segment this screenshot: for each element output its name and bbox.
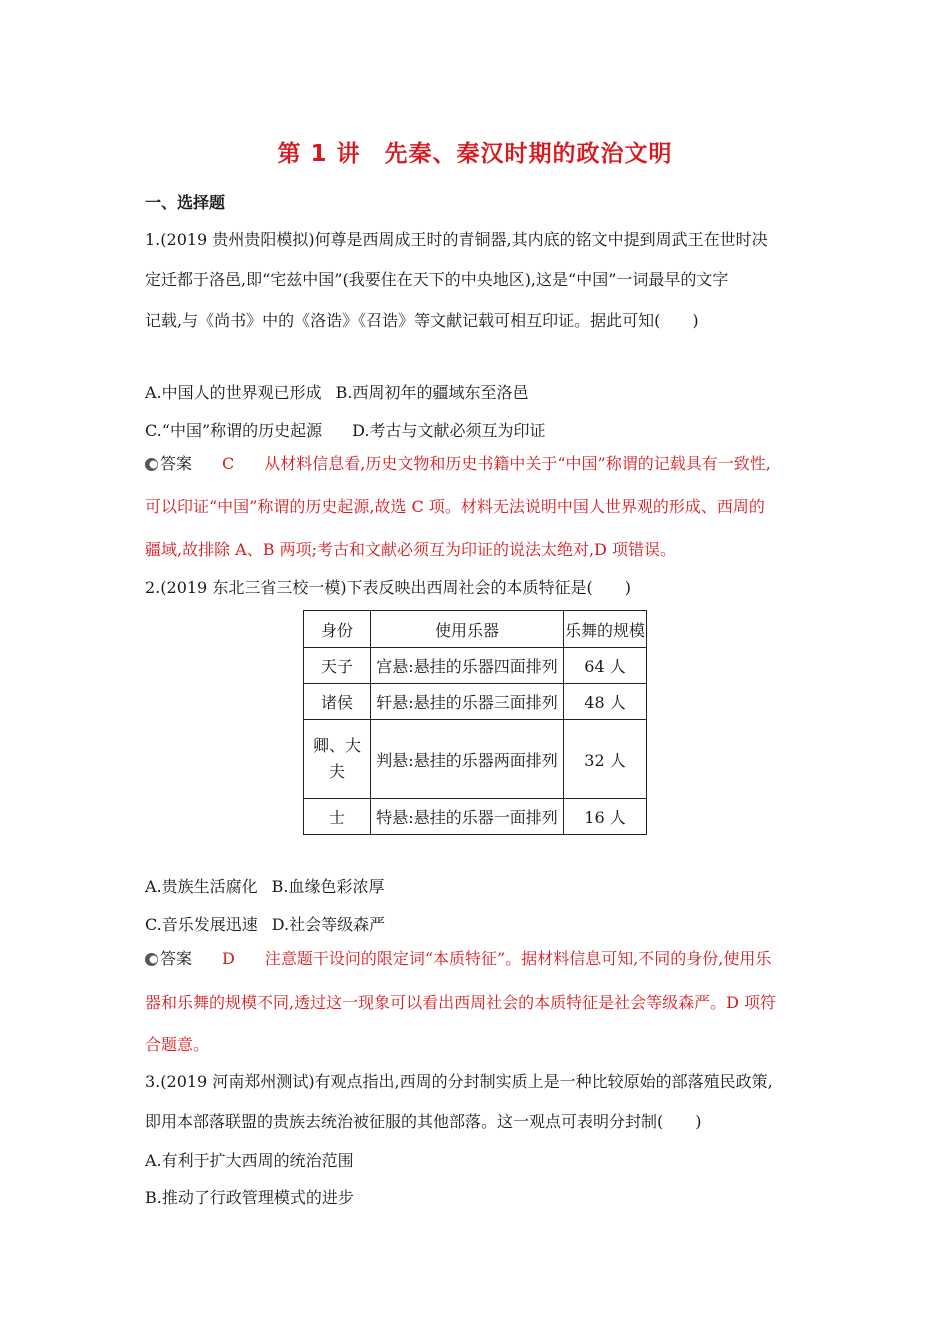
- q1-option-a[interactable]: A.中国人的世界观已形成: [145, 383, 322, 402]
- answer-text: 从材料信息看,历史文物和历史书籍中关于“中国”称谓的记载具有一致性,: [264, 454, 771, 473]
- section-heading: 一、选择题: [145, 193, 226, 212]
- answer-text: 注意题干设问的限定词“本质特征”。据材料信息可知,不同的身份,使用乐: [264, 949, 772, 968]
- table-cell: 64 人: [564, 648, 647, 684]
- table-row: [304, 684, 647, 720]
- cell-line: 卿、大: [312, 736, 361, 755]
- table-cell: 诸侯: [304, 684, 371, 720]
- q1-options-row-2: [145, 420, 810, 442]
- table-row: [304, 648, 647, 684]
- music-rank-table: [303, 610, 647, 835]
- q3-option-a[interactable]: A.有利于扩大西周的统治范围: [145, 1151, 354, 1170]
- table-cell: 天子: [304, 648, 371, 684]
- table-cell: 判悬:悬挂的乐器两面排列: [371, 720, 564, 799]
- q1-options-row-1: [145, 382, 810, 404]
- q3-option-b[interactable]: B.推动了行政管理模式的进步: [145, 1188, 354, 1207]
- q2-answer: [145, 948, 810, 970]
- table-cell: 宫悬:悬挂的乐器四面排列: [371, 648, 564, 684]
- answer-bullet-icon: [145, 953, 158, 966]
- q2-stem: 2.(2019 东北三省三校一模)下表反映出西周社会的本质特征是( ): [145, 578, 632, 597]
- q3-stem-line: 3.(2019 河南郑州测试)有观点指出,西周的分封制实质上是一种比较原始的部落殖民政策,: [145, 1072, 773, 1091]
- q2-option-c[interactable]: C.音乐发展迅速: [145, 915, 258, 934]
- cell-line: 夫: [328, 762, 345, 781]
- answer-key: C: [222, 454, 235, 473]
- q2-answer-line: 器和乐舞的规模不同,透过这一现象可以看出西周社会的本质特征是社会等级森严。D 项符: [145, 993, 777, 1012]
- table-header: 乐舞的规模: [564, 611, 647, 648]
- answer-key: D: [222, 949, 235, 968]
- answer-label: 答案: [160, 454, 193, 473]
- q1-stem-line: 记载,与《尚书》中的《洛诰》《召诰》等文献记载可相互印证。据此可知( ): [145, 311, 699, 330]
- q1-answer: [145, 453, 810, 475]
- q2-answer-line: 合题意。: [145, 1035, 210, 1054]
- q1-option-c[interactable]: C.“中国”称谓的历史起源: [145, 421, 323, 440]
- table-header-row: [304, 611, 647, 648]
- q2-option-a[interactable]: A.贵族生活腐化: [145, 877, 258, 896]
- table-cell: 32 人: [564, 720, 647, 799]
- table-cell: 48 人: [564, 684, 647, 720]
- table-cell: 轩悬:悬挂的乐器三面排列: [371, 684, 564, 720]
- page-title: 第 1 讲 先秦、秦汉时期的政治文明: [277, 141, 673, 167]
- table-header: 身份: [304, 611, 371, 648]
- answer-bullet-icon: [145, 458, 158, 471]
- table-cell: 16 人: [564, 799, 647, 835]
- q1-answer-line: 疆域,故排除 A、B 两项;考古和文献必须互为印证的说法太绝对,D 项错误。: [145, 540, 676, 559]
- q1-stem-line: 1.(2019 贵州贵阳模拟)何尊是西周成王时的青铜器,其内底的铭文中提到周武王在世时决: [145, 230, 768, 249]
- table-row: [304, 720, 647, 799]
- q1-stem-line: 定迁都于洛邑,即“宅兹中国”(我要住在天下的中央地区),这是“中国”一词最早的文字: [145, 270, 729, 289]
- table-header: 使用乐器: [371, 611, 564, 648]
- q3-stem-line: 即用本部落联盟的贵族去统治被征服的其他部落。这一观点可表明分封制( ): [145, 1112, 702, 1131]
- q2-options-row-1: [145, 876, 810, 898]
- table-cell: 士: [304, 799, 371, 835]
- table-cell: [304, 720, 371, 799]
- q2-option-b[interactable]: B.血缘色彩浓厚: [271, 877, 385, 896]
- table-row: [304, 799, 647, 835]
- table-cell: 特悬:悬挂的乐器一面排列: [371, 799, 564, 835]
- answer-label: 答案: [160, 949, 193, 968]
- q2-options-row-2: [145, 914, 810, 936]
- q2-option-d[interactable]: D.社会等级森严: [271, 915, 386, 934]
- q1-option-d[interactable]: D.考古与文献必须互为印证: [352, 421, 546, 440]
- q1-option-b[interactable]: B.西周初年的疆域东至洛邑: [335, 383, 529, 402]
- q1-answer-line: 可以印证“中国”称谓的历史起源,故选 C 项。材料无法说明中国人世界观的形成、西周的: [145, 497, 765, 516]
